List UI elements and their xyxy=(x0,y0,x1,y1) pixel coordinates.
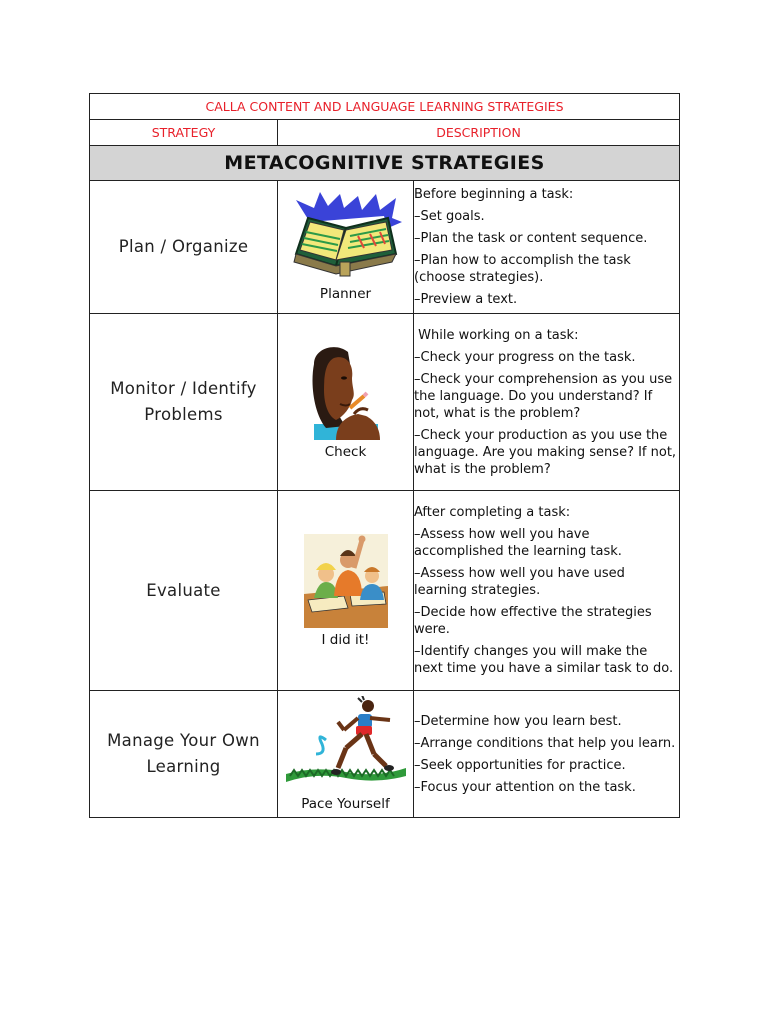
image-caption: Check xyxy=(324,444,367,460)
description-item: –Assess how well you have accomplished the learning task. xyxy=(414,527,622,559)
thinking-person-icon xyxy=(306,344,386,440)
description-column-header: DESCRIPTION xyxy=(278,120,680,146)
description-item: –Set goals. xyxy=(414,209,485,224)
description-cell xyxy=(414,691,680,818)
description-item: –Preview a text. xyxy=(414,292,518,307)
description-item: –Identify changes you will make the next time you have a similar task to do. xyxy=(414,644,674,676)
description-item: –Assess how well you have used learning strategies. xyxy=(414,566,625,598)
description-item: –Decide how effective the strategies were. xyxy=(414,605,652,637)
table-row xyxy=(90,491,680,691)
strategy-name: Manage Your Own Learning xyxy=(90,691,278,818)
image-caption: Planner xyxy=(319,286,372,302)
description-item: –Check your comprehension as you use the language. Do you understand? If not, what is the problem? xyxy=(414,371,673,421)
description-item: –Arrange conditions that help you learn. xyxy=(414,735,676,751)
description-item: –Seek opportunities for practice. xyxy=(414,757,626,773)
description-cell xyxy=(414,314,680,491)
table-row xyxy=(90,691,680,818)
description-intro: Before beginning a task: xyxy=(414,187,574,202)
table-title: CALLA CONTENT AND LANGUAGE LEARNING STRATEGIES xyxy=(90,94,680,120)
description-item: –Plan how to accomplish the task (choose strategies). xyxy=(414,253,631,285)
image-caption: Pace Yourself xyxy=(301,796,390,812)
calla-strategies-table xyxy=(89,93,680,818)
image-cell xyxy=(278,181,414,314)
image-cell xyxy=(278,491,414,691)
table-row xyxy=(90,181,680,314)
table-title-row xyxy=(90,94,680,120)
column-header-row xyxy=(90,120,680,146)
description-intro: While working on a task: xyxy=(414,327,579,343)
image-caption: I did it! xyxy=(321,631,370,648)
description-intro: After completing a task: xyxy=(414,505,571,520)
image-cell xyxy=(278,691,414,818)
strategy-name: Evaluate xyxy=(90,491,278,691)
strategy-name: Plan / Organize xyxy=(90,181,278,314)
section-title: METACOGNITIVE STRATEGIES xyxy=(90,146,680,181)
description-item: –Focus your attention on the task. xyxy=(414,779,636,795)
description-item: –Check your progress on the task. xyxy=(414,349,636,365)
students-raising-hands-icon xyxy=(304,534,388,628)
description-cell xyxy=(414,491,680,691)
runner-icon xyxy=(286,696,406,792)
strategy-name: Monitor / Identify Problems xyxy=(90,314,278,491)
description-item: –Check your production as you use the language. Are you making sense? If not, what is the problem? xyxy=(414,427,677,477)
image-cell xyxy=(278,314,414,491)
description-item: –Plan the task or content sequence. xyxy=(414,231,648,246)
planner-book-icon xyxy=(288,192,404,282)
section-header-row xyxy=(90,146,680,181)
table-row xyxy=(90,314,680,491)
description-item: –Determine how you learn best. xyxy=(414,713,622,729)
description-cell xyxy=(414,181,680,314)
strategy-column-header: STRATEGY xyxy=(90,120,278,146)
